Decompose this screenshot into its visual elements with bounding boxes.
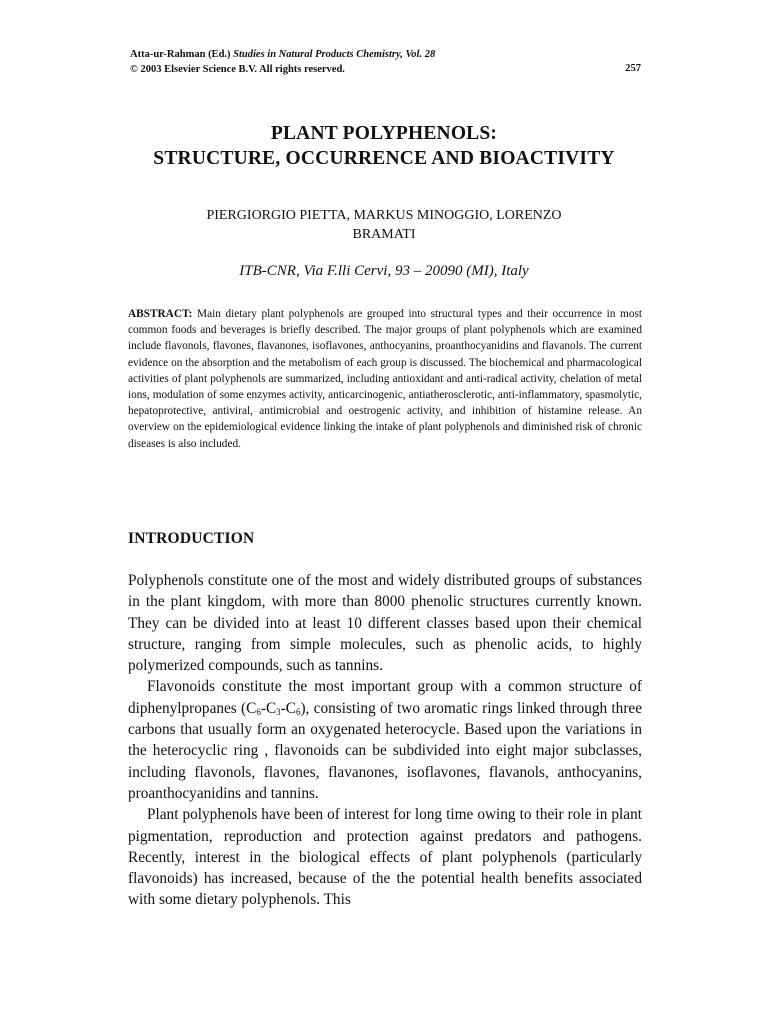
subscript-6b: 6 <box>295 706 301 717</box>
abstract-label: ABSTRACT: <box>128 308 193 320</box>
authors-line-2: BRAMATI <box>352 227 416 242</box>
intro-paragraph-1: Polyphenols constitute one of the most and widely distributed groups of substances in the plant kingdom, with more than 8000 phenolic structures currently known. They can be divided into at least 10 different classes based upon their chemical structure, ranging from simple molecules, such as phenolic acids, to highly polymerized compounds, such as tannins. <box>128 572 642 675</box>
subscript-3: 3 <box>276 706 281 717</box>
intro-paragraph-2 <box>128 676 642 804</box>
intro-paragraph-3: Plant polyphenols have been of interest for long time owing to their role in plant pigmentation, reproduction and protection against predators and pathogens. Recently, interest in the biological effects of plant polyphenols (particularly flavonoids) has increased, because of the the potential health benefits associated with some dietary polyphenols. This <box>128 806 642 909</box>
header-editor: Atta-ur-Rahman (Ed.) <box>130 49 234 60</box>
abstract-text: Main dietary plant polyphenols are grouped into structural types and their occurrence in most common foods and beverages is briefly described. The major groups of plant polyphenols which are examined include flavonols, flavones, flavanones, isoflavones, anthocyanins, proanthocyanidins and flavanols. The current evidence on the absorption and the metabolism of each group is discussed. The biochemical and pharmacological activities of plant polyphenols are summarized, including antioxidant and anti-radical activity, chelation of metal ions, modulation of some enzymes activity, anticarcinogenic, antiatherosclerotic, anti-inflammatory, spasmolytic, hepatoprotective, antiviral, antimicrobial and oestrogenic activity, and inhibition of histamine release. An overview on the epidemiological evidence linking the intake of plant polyphenols and diminished risk of chronic diseases is also included. <box>128 308 642 450</box>
abstract <box>128 306 642 452</box>
header-series: Studies in Natural Products Chemistry, Vol. 28 <box>233 49 436 60</box>
header-copyright: © 2003 Elsevier Science B.V. All rights reserved. <box>130 64 345 75</box>
title-line-1: PLANT POLYPHENOLS: <box>270 123 498 144</box>
author-list <box>120 206 648 244</box>
formula-c2: -C <box>260 699 277 717</box>
formula-c3: -C <box>280 699 296 717</box>
page-number: 257 <box>625 63 641 74</box>
paper-title <box>100 121 668 171</box>
para2-text-start: Flavonoids constitute the most important group with a common structure of diphenylpropanes (C <box>128 678 642 717</box>
affiliation: ITB-CNR, Via F.lli Cervi, 93 – 20090 (MI), Italy <box>239 263 529 279</box>
introduction-body <box>128 570 642 911</box>
subscript-6a: 6 <box>256 706 261 717</box>
para2-text-end: ), consisting of two aromatic rings linked through three carbons that usually form an oxygenated heterocycle. Based upon the variations in the heterocyclic ring , flavonoids can be subdivided into eight major subclasses, including flavonols, flavones, flavanones, isoflavones, flavanols, anthocyanins, proanthocyanidins and tannins. <box>128 699 643 802</box>
journal-header <box>130 47 435 77</box>
authors-line-1: PIERGIORGIO PIETTA, MARKUS MINOGGIO, LORENZO <box>206 208 562 223</box>
header-line-1 <box>130 47 435 62</box>
title-line-2: STRUCTURE, OCCURRENCE AND BIOACTIVITY <box>153 148 615 169</box>
section-heading-introduction: INTRODUCTION <box>128 530 255 547</box>
